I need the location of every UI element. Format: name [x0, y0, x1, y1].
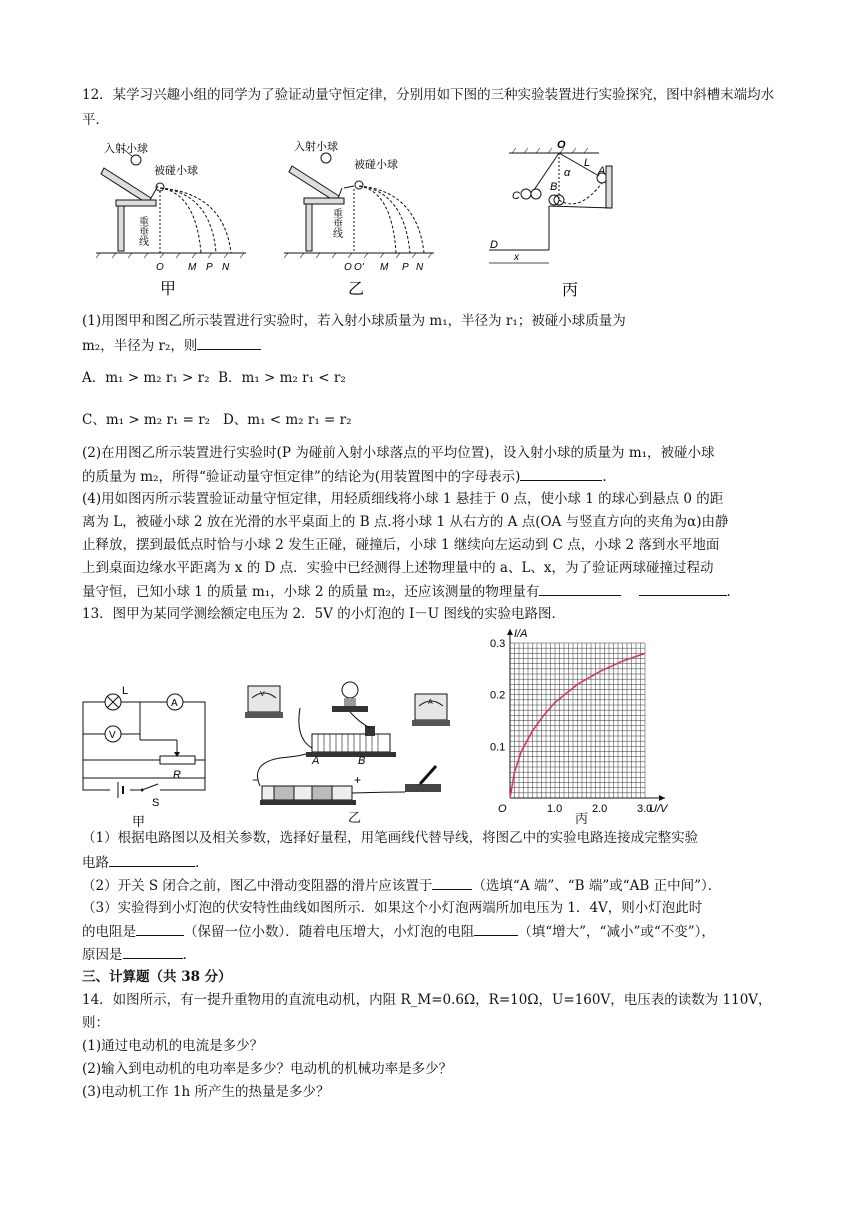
svg-text:A: A — [598, 165, 606, 177]
svg-text:N: N — [222, 262, 230, 273]
x-arrow — [659, 795, 665, 801]
svg-text:N: N — [416, 262, 424, 273]
q13-part1-line2: 电路 . — [82, 850, 782, 876]
q13-part2: （2）开关 S 闭合之前，图乙中滑动变阻器的滑片应该置于 （选填“A 端”、“B 端”或“AB 正中间”）． — [82, 873, 782, 899]
label-plumb: 重垂线 — [136, 216, 148, 246]
svg-text:x: x — [514, 252, 519, 263]
q12-part2-line2: 的质量为 m₂，所得“验证动量守恒定律”的结论为(用装置图中的字母表示) . — [82, 464, 782, 490]
svg-text:O: O — [557, 139, 566, 151]
svg-text:重垂线: 重垂线 — [330, 208, 342, 238]
q12-part1-line1: (1)用图甲和图乙所示装置进行实验时，若入射小球质量为 m₁，半径为 r₁；被碰小球质量为 — [82, 313, 626, 329]
x-tick-label: 3.0 — [637, 803, 653, 815]
caption-bing: 丙 — [575, 812, 589, 827]
y-tick-label: 0.2 — [490, 689, 506, 702]
q14-part2: (2)输入到电动机的电功率是多少？电动机的机械功率是多少？ — [82, 1061, 453, 1077]
svg-text:+: + — [354, 773, 362, 787]
q12-part4-line4: 上到桌面边缘水平距离为 x 的 D 点．实验中已经测得上述物理量中的 a、L、x，为了验证两球碰撞过程动 — [82, 560, 714, 576]
svg-text:入射小球: 入射小球 — [294, 141, 338, 153]
q12-figure-jia — [96, 138, 246, 298]
svg-text:S: S — [152, 797, 160, 809]
q13-circuit-jia — [80, 680, 215, 830]
answer-blank — [539, 579, 621, 596]
answer-blank — [639, 579, 727, 596]
y-arrow — [507, 629, 513, 635]
q13-part3-line1: （3）实验得到小灯泡的伏安特性曲线如图所示．如果这个小灯泡两端所加电压为 1．4V，则小灯泡此时 — [82, 900, 703, 916]
q12-figure-bing — [484, 138, 624, 298]
q14-stem: 14．如图所示，有一提升重物用的直流电动机，内阻 R_M=0.6Ω，R=10Ω，U=160V，电压表的读数为 110V， — [82, 992, 772, 1008]
q14-part3: (3)电动机工作 1h 所产生的热量是多少？ — [82, 1084, 330, 1100]
answer-blank — [432, 873, 472, 890]
answer-blank — [474, 919, 518, 936]
svg-text:D: D — [490, 239, 498, 251]
caption-jia: 甲 — [160, 281, 177, 298]
svg-text:M: M — [380, 262, 389, 273]
svg-text:V: V — [260, 691, 265, 698]
x-tick-label: 2.0 — [592, 803, 608, 815]
svg-text:B: B — [550, 181, 558, 193]
section-title: 三、计算题（共 38 分） — [82, 969, 232, 985]
q13-part1-line1: （1）根据电路图以及相关参数，选择好量程，用笔画线代替导线，将图乙中的实验电路连接成完整实验 — [82, 830, 699, 846]
svg-text:P: P — [402, 262, 409, 273]
q12-option-cd: C、m₁ > m₂ r₁ = r₂ D、m₁ < m₂ r₁ = r₂ — [82, 412, 352, 428]
q13-stem: 13．图甲为某同学测绘额定电压为 2．5V 的小灯泡的 I－U 图线的实验电路图． — [82, 606, 565, 622]
answer-blank — [197, 333, 261, 350]
q14-part1: (1)通过电动机的电流是多少？ — [82, 1038, 264, 1054]
svg-text:A: A — [171, 698, 178, 709]
caption-yi: 乙 — [348, 281, 365, 298]
q13-apparatus-yi — [240, 668, 465, 828]
svg-text:被碰小球: 被碰小球 — [354, 159, 398, 171]
y-axis-label: I/A — [514, 628, 528, 640]
label-target-ball: 被碰小球 — [154, 165, 198, 177]
x-tick-label: 1.0 — [547, 803, 563, 815]
svg-text:B: B — [358, 755, 366, 767]
svg-text:O: O — [344, 262, 352, 273]
svg-text:L: L — [584, 157, 591, 169]
svg-text:V: V — [109, 730, 116, 741]
y-tick-label: 0.1 — [490, 741, 506, 754]
svg-text:P: P — [206, 262, 213, 273]
caption-jia: 甲 — [132, 814, 146, 829]
svg-text:R: R — [173, 769, 181, 781]
caption-yi: 乙 — [348, 810, 362, 825]
answer-blank — [520, 464, 602, 481]
origin-label: O — [498, 803, 507, 815]
answer-blank — [136, 919, 184, 936]
svg-text:C: C — [512, 190, 520, 202]
x-axis-label: U/V — [649, 803, 668, 815]
q12-figure-yi — [284, 136, 434, 298]
q12-option-ab: A．m₁ > m₂ r₁ > r₂ B．m₁ > m₂ r₁ < r₂ — [82, 370, 346, 386]
svg-text:A: A — [428, 699, 433, 706]
answer-blank — [123, 942, 183, 959]
svg-text:M: M — [188, 262, 197, 273]
label-incident-ball: 入射小球 — [104, 143, 148, 155]
q12-part4-line1: (4)用如图丙所示装置验证动量守恒定律，用轻质细线将小球 1 悬挂于 0 点，使小球 1 的球心到悬点 0 的距 — [82, 491, 724, 507]
q12-part2-line1: (2)在用图乙所示装置进行实验时(P 为碰前入射小球落点的平均位置)，设入射小球的质量为 m₁，被碰小球 — [82, 445, 715, 461]
q12-stem: 12．某学习兴趣小组的同学为了验证动量守恒定律，分别用如下图的三种实验装置进行实验探究，图中斜槽末端均水平． — [82, 87, 775, 128]
q13-part3-line3: 原因是 . — [82, 942, 782, 968]
caption-bing: 丙 — [562, 282, 579, 298]
svg-text:−: − — [252, 773, 260, 787]
q12-part4-line5: 量守恒，已知小球 1 的质量 m₁，小球 2 的质量 m₂，还应该测量的物理量有 . — [82, 579, 782, 605]
y-tick-label: 0.3 — [490, 638, 506, 650]
svg-text:O: O — [156, 262, 164, 273]
q12-part4-line3: 止释放，摆到最低点时恰与小球 2 发生正碰，碰撞后，小球 1 继续向左运动到 C 点，小球 2 落到水平地面 — [82, 537, 720, 553]
q14-stem-tail: 则： — [82, 1015, 109, 1031]
svg-text:L: L — [122, 685, 129, 697]
answer-blank — [109, 850, 195, 867]
q13-part3-line2: 的电阻是 （保留一位小数）．随着电压增大，小灯泡的电阻 （填“增大”，“减小”或“不变”）， — [82, 919, 782, 945]
svg-text:O': O' — [354, 262, 364, 273]
q12-part1-line2: m₂，半径为 r₂，则 — [82, 333, 782, 359]
iu-graph — [490, 622, 690, 822]
svg-text:α: α — [564, 167, 571, 179]
svg-text:A: A — [312, 755, 320, 767]
q12-part4-line2: 离为 L，被碰小球 2 放在光滑的水平桌面上的 B 点.将小球 1 从右方的 A 点(OA 与竖直方向的夹角为α)由静 — [82, 514, 729, 530]
